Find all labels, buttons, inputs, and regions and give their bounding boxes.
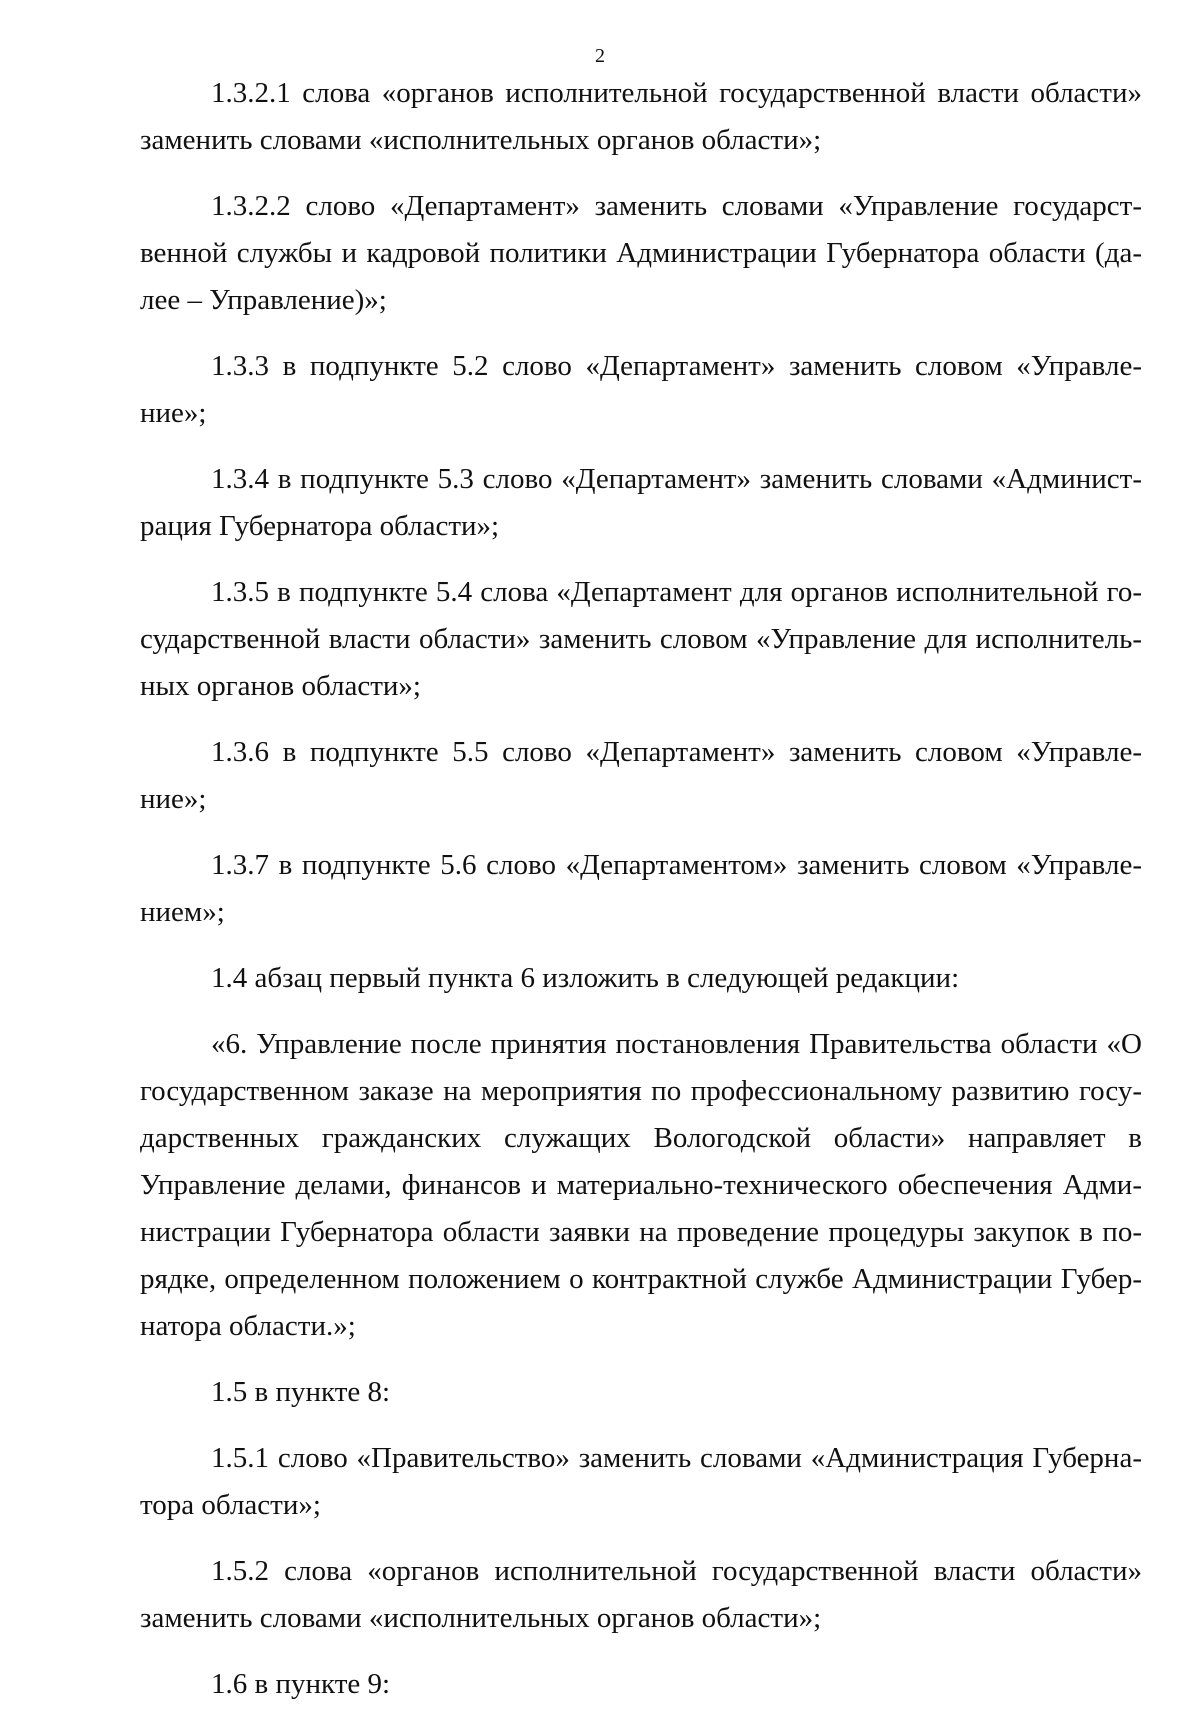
paragraph-1-3-2-1: 1.3.2.1 слова «органов исполнительной государственной власти области» заменить словами «исполнительных органов области»; [140, 77, 1142, 156]
paragraph-item-6-text: «6. Управление после принятия постановления Правительства области «О государственном заказе на мероприятия по профессиональному развитию государственных гражданских служащих Вологодской области» направляет в Управление делами, финансов и материально-технического обеспечения Администрации Губернатора области заявки на проведение процедуры закупок в порядке, определенном положением о контрактной службе Администрации Губернатора области.»; [140, 1028, 1142, 1342]
paragraph-1-6: 1.6 в пункте 9: [211, 1668, 391, 1700]
paragraph-1-3-7: 1.3.7 в подпункте 5.6 слово «Департаментом» заменить словом «Управлением»; [140, 849, 1142, 928]
paragraph-1-3-3: 1.3.3 в подпункте 5.2 слово «Департамент» заменить словом «Управление»; [140, 350, 1142, 429]
paragraph-1-3-4: 1.3.4 в подпункте 5.3 слово «Департамент» заменить словами «Администрация Губернатора области»; [140, 463, 1142, 542]
paragraph-1-3-2-2: 1.3.2.2 слово «Департамент» заменить словами «Управление государственной службы и кадровой политики Администрации Губернатора области (далее – Управление)»; [140, 190, 1142, 316]
paragraph-1-5: 1.5 в пункте 8: [211, 1376, 391, 1408]
page-number: 2 [595, 45, 605, 67]
document-body [140, 70, 1142, 1727]
paragraph-1-5-1: 1.5.1 слово «Правительство» заменить словами «Администрация Губернатора области»; [140, 1442, 1142, 1521]
paragraph-1-3-6: 1.3.6 в подпункте 5.5 слово «Департамент» заменить словом «Управление»; [140, 736, 1142, 815]
paragraph-1-3-5: 1.3.5 в подпункте 5.4 слова «Департамент для органов исполнительной государственной власти области» заменить словом «Управление для исполнительных органов области»; [140, 576, 1142, 702]
paragraph-1-5-2: 1.5.2 слова «органов исполнительной государственной власти области» заменить словами «исполнительных органов области»; [140, 1555, 1142, 1634]
paragraph-1-4: 1.4 абзац первый пункта 6 изложить в следующей редакции: [211, 962, 960, 994]
